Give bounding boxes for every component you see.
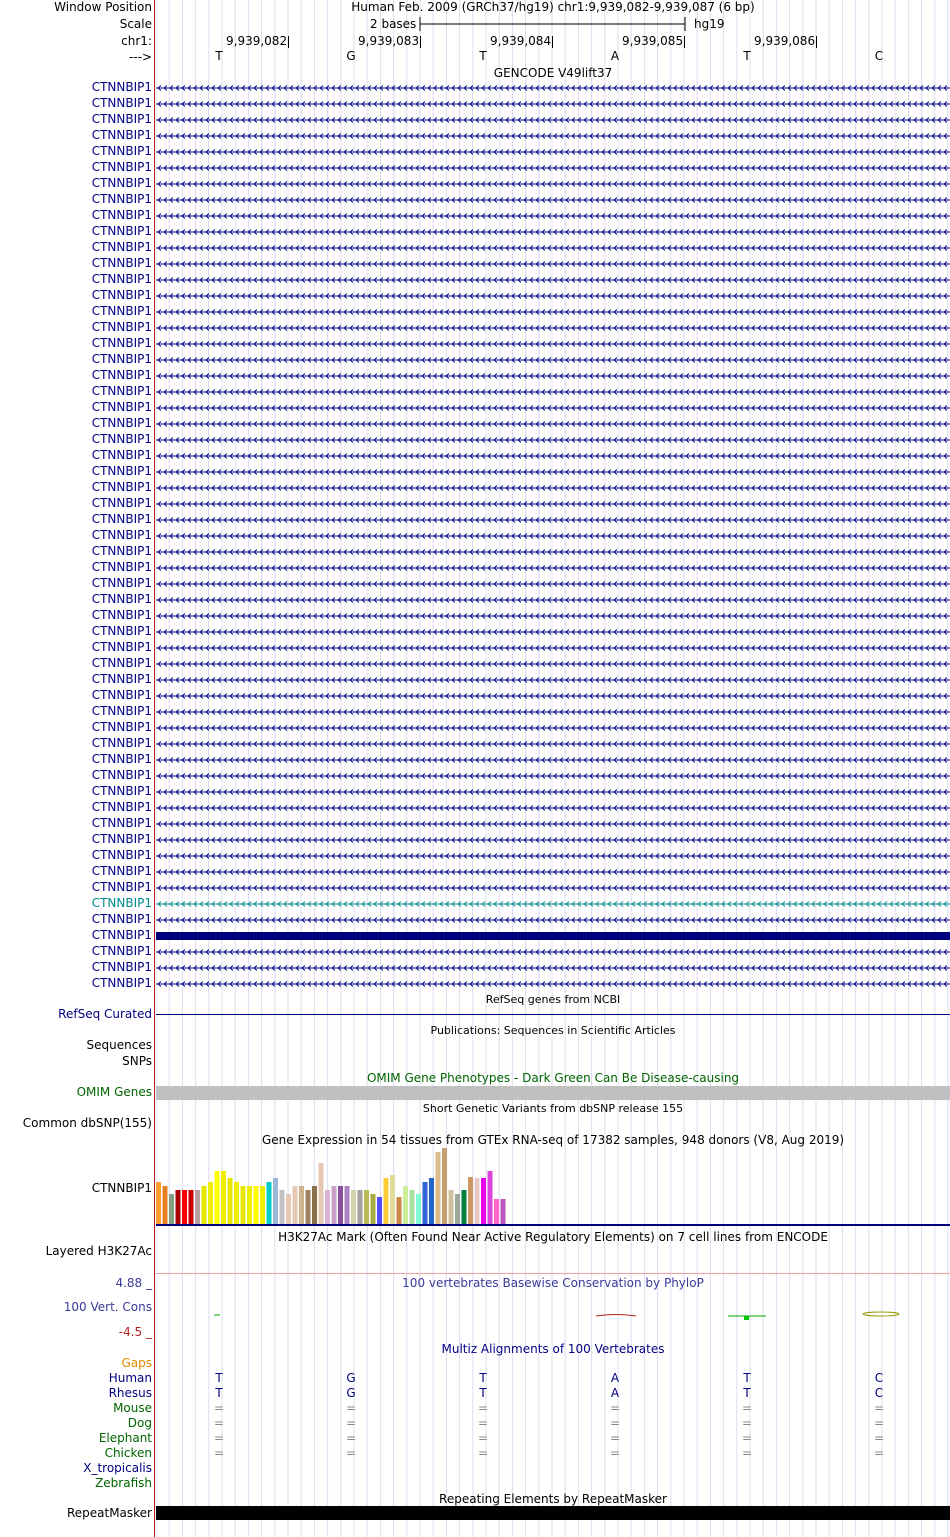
gencode-transcript-label[interactable]: CTNNBIP1	[91, 928, 152, 942]
gtex-tissue-bar	[462, 1190, 467, 1224]
multiz-aligned-base: G	[346, 1386, 356, 1400]
dna-base: G	[346, 49, 356, 63]
multiz-aligned-base: =	[874, 1416, 885, 1430]
h3k27ac-label[interactable]: Layered H3K27Ac	[45, 1244, 152, 1258]
omim-track-title: OMIM Gene Phenotypes - Dark Green Can Be Disease-causing	[366, 1071, 740, 1085]
gencode-transcript-label[interactable]: CTNNBIP1	[91, 816, 152, 830]
ruler-tick-label: 9,939,084	[490, 34, 552, 48]
multiz-species-label[interactable]: Mouse	[113, 1401, 152, 1415]
gtex-tissue-bar	[312, 1186, 317, 1224]
gencode-transcript-label[interactable]: CTNNBIP1	[91, 880, 152, 894]
gencode-transcript-label[interactable]: CTNNBIP1	[91, 672, 152, 686]
gencode-transcript-label[interactable]: CTNNBIP1	[91, 688, 152, 702]
gtex-tissue-bar	[247, 1186, 252, 1224]
gtex-tissue-bar	[494, 1199, 499, 1224]
gencode-transcript-label[interactable]: CTNNBIP1	[91, 960, 152, 974]
multiz-track-title: Multiz Alignments of 100 Vertebrates	[441, 1342, 665, 1356]
gtex-tissue-bar	[468, 1177, 473, 1224]
multiz-aligned-base: C	[874, 1371, 884, 1385]
multiz-aligned-base: T	[479, 1371, 487, 1385]
gencode-transcript-label[interactable]: CTNNBIP1	[91, 144, 152, 158]
gencode-transcript-label[interactable]: CTNNBIP1	[91, 800, 152, 814]
gencode-transcript-label[interactable]: CTNNBIP1	[91, 304, 152, 318]
gtex-tissue-bar	[436, 1152, 441, 1224]
gencode-transcript-label[interactable]: CTNNBIP1	[91, 512, 152, 526]
multiz-aligned-base: =	[610, 1401, 621, 1415]
multiz-aligned-base: =	[478, 1401, 489, 1415]
multiz-aligned-base: =	[742, 1431, 753, 1445]
multiz-aligned-base: =	[874, 1431, 885, 1445]
gtex-tissue-bar	[234, 1182, 239, 1224]
multiz-aligned-base: A	[610, 1386, 620, 1400]
gencode-transcript-label[interactable]: CTNNBIP1	[91, 528, 152, 542]
gencode-transcript-label[interactable]: CTNNBIP1	[91, 368, 152, 382]
gtex-tissue-bar	[325, 1190, 330, 1224]
multiz-aligned-base: =	[874, 1401, 885, 1415]
multiz-aligned-base: =	[214, 1401, 225, 1415]
publications-track-title: Publications: Sequences in Scientific Articles	[430, 1024, 676, 1037]
gencode-transcript-label[interactable]: CTNNBIP1	[91, 432, 152, 446]
chrom-label: chr1:	[121, 34, 152, 48]
ruler-tick-label: 9,939,082	[226, 34, 288, 48]
gtex-tissue-bar	[501, 1199, 506, 1224]
multiz-aligned-base: =	[610, 1431, 621, 1445]
gencode-transcript-label[interactable]: CTNNBIP1	[91, 784, 152, 798]
multiz-species-label[interactable]: X_tropicalis	[83, 1461, 152, 1475]
gencode-transcript-label[interactable]: CTNNBIP1	[91, 864, 152, 878]
gtex-tissue-bar	[410, 1190, 415, 1224]
dna-base: T	[215, 49, 223, 63]
window-position-value: Human Feb. 2009 (GRCh37/hg19) chr1:9,939,082-9,939,087 (6 bp)	[351, 0, 755, 14]
publications-sequences-label[interactable]: Sequences	[86, 1038, 152, 1052]
gencode-transcript-label[interactable]: CTNNBIP1	[91, 464, 152, 478]
gencode-transcript-label[interactable]: CTNNBIP1	[91, 496, 152, 510]
gencode-transcript-label[interactable]: CTNNBIP1	[91, 256, 152, 270]
gtex-tissue-bar	[176, 1190, 181, 1224]
dbsnp-track-title: Short Genetic Variants from dbSNP release 155	[422, 1102, 684, 1115]
gtex-tissue-bar	[390, 1175, 395, 1224]
gtex-tissue-bar	[215, 1171, 220, 1224]
refseq-line[interactable]	[156, 1014, 950, 1015]
gencode-transcript-label[interactable]: CTNNBIP1	[91, 288, 152, 302]
gtex-tissue-bar	[384, 1178, 389, 1224]
gencode-transcript-label[interactable]: CTNNBIP1	[91, 560, 152, 574]
gtex-tissue-bar	[306, 1190, 311, 1224]
gencode-transcripts[interactable]	[156, 80, 950, 995]
dna-base: T	[743, 49, 751, 63]
gencode-transcript-label[interactable]: CTNNBIP1	[91, 592, 152, 606]
gencode-transcript-label[interactable]: CTNNBIP1	[91, 544, 152, 558]
repeatmasker-track-title: Repeating Elements by RepeatMasker	[439, 1492, 667, 1506]
multiz-aligned-base: =	[214, 1431, 225, 1445]
gtex-tissue-bar	[377, 1197, 382, 1224]
gtex-bar-chart[interactable]	[156, 1146, 950, 1226]
gencode-transcript-label[interactable]: CTNNBIP1	[91, 752, 152, 766]
gtex-track-title: Gene Expression in 54 tissues from GTEx RNA-seq of 17382 samples, 948 donors (V8, Aug 2019)	[261, 1133, 845, 1147]
ruler-tick-label: 9,939,083	[358, 34, 420, 48]
multiz-aligned-base: A	[610, 1371, 620, 1385]
multiz-aligned-base: =	[478, 1416, 489, 1430]
dna-base: A	[610, 49, 620, 63]
omim-bar[interactable]	[156, 1086, 950, 1100]
gencode-transcript-label[interactable]: CTNNBIP1	[91, 416, 152, 430]
multiz-aligned-base: C	[874, 1386, 884, 1400]
gtex-tissue-bar	[267, 1182, 272, 1224]
phylop-graph[interactable]	[156, 1300, 950, 1330]
phylop-min: -4.5 _	[118, 1325, 152, 1339]
scale-value: 2 bases	[370, 17, 417, 31]
multiz-aligned-base: T	[215, 1371, 223, 1385]
phylop-track-title: 100 vertebrates Basewise Conservation by PhyloP	[402, 1276, 704, 1290]
scale-assembly: hg19	[694, 17, 725, 31]
multiz-aligned-base: =	[214, 1446, 225, 1460]
multiz-aligned-base: =	[874, 1446, 885, 1460]
refseq-track-title: RefSeq genes from NCBI	[485, 993, 621, 1006]
h3k27ac-baseline	[156, 1273, 950, 1274]
gtex-tissue-bar	[442, 1148, 447, 1224]
refseq-label[interactable]: RefSeq Curated	[58, 1007, 152, 1021]
gencode-transcript-label[interactable]: CTNNBIP1	[91, 400, 152, 414]
h3k27ac-track-title: H3K27Ac Mark (Often Found Near Active Regulatory Elements) on 7 cell lines from ENCODE	[278, 1230, 828, 1244]
gencode-transcript-label[interactable]: CTNNBIP1	[91, 192, 152, 206]
window-position-label: Window Position	[54, 0, 152, 14]
gtex-tissue-bar	[260, 1186, 265, 1224]
repeatmasker-label[interactable]: RepeatMasker	[66, 1506, 152, 1520]
ruler-tick	[552, 36, 553, 48]
dbsnp-label[interactable]: Common dbSNP(155)	[22, 1116, 152, 1130]
omim-label[interactable]: OMIM Genes	[76, 1085, 152, 1099]
gencode-transcript-label[interactable]: CTNNBIP1	[91, 704, 152, 718]
gtex-tissue-bar	[332, 1186, 337, 1224]
strand-label: --->	[128, 50, 152, 64]
gencode-transcript-label[interactable]: CTNNBIP1	[91, 640, 152, 654]
gencode-transcript-label[interactable]: CTNNBIP1	[91, 832, 152, 846]
multiz-aligned-base: =	[742, 1416, 753, 1430]
gencode-transcript-label[interactable]: CTNNBIP1	[91, 96, 152, 110]
dna-base: C	[874, 49, 884, 63]
gtex-tissue-bar	[488, 1171, 493, 1224]
gtex-tissue-bar	[351, 1190, 356, 1224]
gtex-tissue-bar	[455, 1194, 460, 1224]
gtex-tissue-bar	[293, 1186, 298, 1224]
gtex-tissue-bar	[202, 1186, 207, 1224]
gtex-tissue-bar	[338, 1186, 343, 1224]
multiz-aligned-base: G	[346, 1371, 356, 1385]
gtex-tissue-bar	[189, 1190, 194, 1224]
gtex-tissue-bar	[364, 1190, 369, 1224]
multiz-aligned-base: T	[479, 1386, 487, 1400]
gtex-tissue-bar	[273, 1178, 278, 1224]
multiz-aligned-base: =	[610, 1446, 621, 1460]
gencode-transcript-label[interactable]: CTNNBIP1	[91, 352, 152, 366]
multiz-aligned-base: T	[215, 1386, 223, 1400]
gencode-exon-block	[156, 932, 950, 940]
gencode-transcript-label[interactable]: CTNNBIP1	[91, 128, 152, 142]
gtex-tissue-bar	[221, 1171, 226, 1224]
gtex-tissue-bar	[345, 1186, 350, 1224]
gtex-tissue-bar	[319, 1163, 324, 1224]
gencode-transcript-label[interactable]: CTNNBIP1	[91, 240, 152, 254]
gencode-transcript-label[interactable]: CTNNBIP1	[91, 768, 152, 782]
phylop-label[interactable]: 100 Vert. Cons	[63, 1300, 152, 1314]
gencode-transcript-label[interactable]: CTNNBIP1	[91, 112, 152, 126]
track-label-divider	[154, 0, 155, 1537]
multiz-species-label[interactable]: Dog	[127, 1416, 152, 1430]
gencode-transcript-label[interactable]: CTNNBIP1	[91, 944, 152, 958]
multiz-aligned-base: =	[346, 1446, 357, 1460]
dna-base: T	[479, 49, 487, 63]
gencode-transcript-label[interactable]: CTNNBIP1	[91, 80, 152, 94]
ruler-tick-label: 9,939,085	[622, 34, 684, 48]
repeatmasker-bar[interactable]	[156, 1506, 950, 1520]
gtex-tissue-bar	[156, 1182, 161, 1224]
gtex-tissue-bar	[371, 1194, 376, 1224]
gencode-track-title: GENCODE V49lift37	[493, 66, 613, 80]
gtex-tissue-bar	[403, 1186, 408, 1224]
gtex-tissue-bar	[481, 1178, 486, 1224]
multiz-aligned-base: T	[743, 1386, 751, 1400]
gtex-tissue-bar	[397, 1197, 402, 1224]
gtex-tissue-bar	[241, 1186, 246, 1224]
gencode-transcript-label[interactable]: CTNNBIP1	[91, 384, 152, 398]
gencode-transcript-label[interactable]: CTNNBIP1	[91, 624, 152, 638]
ruler-tick-label: 9,939,086	[754, 34, 816, 48]
gencode-transcript-label[interactable]: CTNNBIP1	[91, 848, 152, 862]
multiz-aligned-base: T	[743, 1371, 751, 1385]
multiz-aligned-base: =	[214, 1416, 225, 1430]
gtex-tissue-bar	[208, 1182, 213, 1224]
multiz-aligned-base: =	[346, 1431, 357, 1445]
gtex-tissue-bar	[163, 1186, 168, 1224]
multiz-species-label[interactable]: Human	[108, 1371, 152, 1385]
gencode-transcript-label[interactable]: CTNNBIP1	[91, 160, 152, 174]
scale-bar	[418, 15, 688, 33]
multiz-aligned-base: =	[742, 1446, 753, 1460]
gtex-tissue-bar	[475, 1178, 480, 1224]
multiz-aligned-base: =	[478, 1431, 489, 1445]
gencode-transcript-label[interactable]: CTNNBIP1	[91, 336, 152, 350]
gencode-transcript-label[interactable]: CTNNBIP1	[91, 720, 152, 734]
publications-snps-label[interactable]: SNPs	[122, 1054, 152, 1068]
multiz-gaps-label: Gaps	[121, 1356, 152, 1370]
ruler-tick	[684, 36, 685, 48]
gencode-transcript-label[interactable]: CTNNBIP1	[91, 208, 152, 222]
multiz-aligned-base: =	[346, 1416, 357, 1430]
gtex-label[interactable]: CTNNBIP1	[91, 1181, 152, 1195]
gtex-tissue-bar	[169, 1194, 174, 1224]
multiz-aligned-base: =	[346, 1401, 357, 1415]
ruler-tick	[288, 36, 289, 48]
gencode-transcript-label[interactable]: CTNNBIP1	[91, 448, 152, 462]
gencode-transcript-label[interactable]: CTNNBIP1	[91, 224, 152, 238]
phylop-max: 4.88 _	[115, 1276, 152, 1290]
gencode-transcript-label[interactable]: CTNNBIP1	[91, 272, 152, 286]
ruler-tick	[816, 36, 817, 48]
gtex-tissue-bar	[228, 1178, 233, 1224]
gencode-transcript-label[interactable]: CTNNBIP1	[91, 480, 152, 494]
gencode-transcript-label[interactable]: CTNNBIP1	[91, 912, 152, 926]
multiz-species-label[interactable]: Zebrafish	[95, 1476, 152, 1490]
gtex-tissue-bar	[423, 1182, 428, 1224]
gencode-transcript-label[interactable]: CTNNBIP1	[91, 896, 152, 910]
gtex-tissue-bar	[429, 1178, 434, 1224]
gencode-transcript-label[interactable]: CTNNBIP1	[91, 176, 152, 190]
multiz-aligned-base: =	[610, 1416, 621, 1430]
multiz-species-label[interactable]: Chicken	[104, 1446, 152, 1460]
multiz-species-label[interactable]: Elephant	[98, 1431, 152, 1445]
ruler-tick	[420, 36, 421, 48]
multiz-species-label[interactable]: Rhesus	[108, 1386, 152, 1400]
gtex-tissue-bar	[286, 1194, 291, 1224]
gtex-tissue-bar	[449, 1190, 454, 1224]
gtex-tissue-bar	[195, 1190, 200, 1224]
multiz-aligned-base: =	[478, 1446, 489, 1460]
gtex-tissue-bar	[416, 1194, 421, 1224]
gencode-transcript-label[interactable]: CTNNBIP1	[91, 320, 152, 334]
gencode-transcript-label[interactable]: CTNNBIP1	[91, 576, 152, 590]
gtex-tissue-bar	[182, 1190, 187, 1224]
gtex-tissue-bar	[254, 1186, 259, 1224]
gencode-transcript-label[interactable]: CTNNBIP1	[91, 656, 152, 670]
gencode-transcript-label[interactable]: CTNNBIP1	[91, 736, 152, 750]
multiz-aligned-base: =	[742, 1401, 753, 1415]
scale-label: Scale	[119, 17, 152, 31]
gtex-tissue-bar	[358, 1190, 363, 1224]
gtex-tissue-bar	[299, 1186, 304, 1224]
gtex-tissue-bar	[280, 1190, 285, 1224]
gencode-transcript-label[interactable]: CTNNBIP1	[91, 976, 152, 990]
gencode-transcript-label[interactable]: CTNNBIP1	[91, 608, 152, 622]
